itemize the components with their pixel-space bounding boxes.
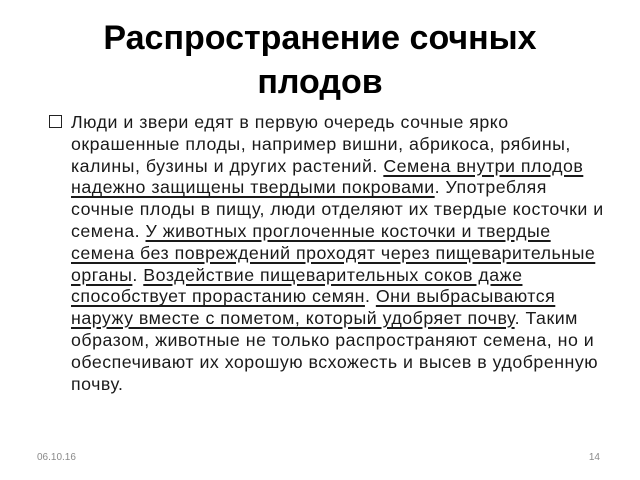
slide-title-line-1: Распространение сочных	[103, 19, 537, 57]
body-paragraph	[71, 112, 609, 395]
body-period-2: .	[364, 286, 371, 307]
body-sentence-3: . Таким образом, животные не только распространяют семена, но и обеспечивают их хорошую всхожесть и высев в удобренную почву.	[71, 308, 599, 394]
bullet-item	[49, 112, 609, 395]
footer-date: 06.10.16	[37, 452, 76, 463]
page-number: 14	[588, 452, 600, 463]
underlined-sentence-seed-protection: Семена внутри плодов надежно защищены твердыми покровами	[71, 155, 584, 198]
underlined-sentence-digestion: У животных проглоченные косточки и твердые семена без повреждений проходят через пищеварительные органы	[71, 220, 596, 285]
slide-title	[40, 16, 600, 104]
body-sentence-1: Люди и звери едят в первую очередь сочные ярко окрашенные плоды, например вишни, абрикоса, рябины, калины, бузины и других растений.	[71, 112, 571, 176]
underlined-sentence-germination: Воздействие пищеварительных соков даже способствует прорастанию семян	[71, 264, 523, 307]
body-period-1: .	[132, 264, 138, 285]
underlined-sentence-fertilization: Они выбрасываются наружу вместе с пометом, который удобряет почву	[71, 286, 556, 329]
body-sentence-2: . Употребляя сочные плоды в пищу, люди отделяют их твердые косточки и семена.	[71, 177, 604, 241]
slide-title-line-2: плодов	[257, 63, 383, 101]
square-bullet-icon	[49, 115, 62, 128]
